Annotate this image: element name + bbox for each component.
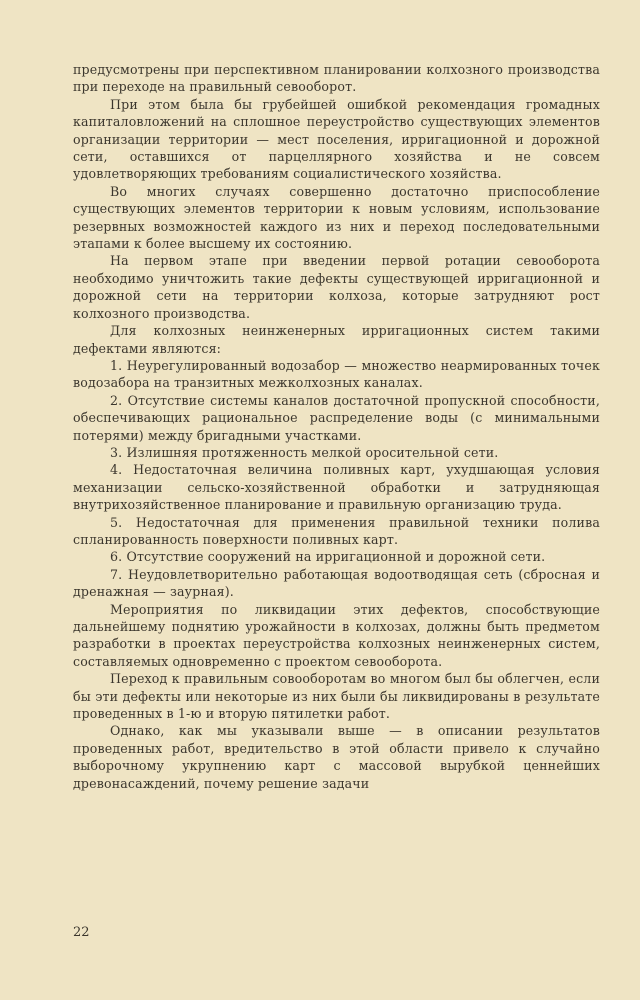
list-item-5: 5. Недостаточная для применения правильной техники полива спланированность поверхности поливных карт.	[73, 514, 600, 547]
paragraph-7: Переход к правильным совооборотам во многом был бы облегчен, если бы эти дефекты или некоторые из них были бы ликвидированы в результате проведенных в 1-ю и вторую пятилетки работ.	[73, 671, 600, 722]
page-number: 22	[73, 925, 90, 940]
paragraph-8: Однако, как мы указывали выше — в описании результатов проведенных работ, вредительство в этой области привело к случайно выборочному укрупнению карт с массовой вырубкой ценнейших древонасаждений, почему решение задачи	[73, 723, 600, 791]
paragraph-1: предусмотрены при перспективном планировании колхозного производства при переходе на правильный севооборот.	[73, 62, 600, 95]
paragraph-2: При этом была бы грубейшей ошибкой рекомендация громадных капиталовложений на сплошное переустройство существующих элементов организации территории — мест поселения, ирригационной и дорожной сети, оставшихся от парцеллярного хозяйства и не совсем удовлетворяющих требованиям социалистического хозяйства.	[73, 96, 600, 182]
list-item-6: 6. Отсутствие сооружений на ирригационной и дорожной сети.	[110, 549, 546, 565]
paragraph-3: Во многих случаях совершенно достаточно приспособление существующих элементов территории к новым условиям, использование резервных возможностей каждого из них и переход последовательными этапами к более высшему их состоянию.	[73, 183, 600, 252]
list-item-2: 2. Отсутствие системы каналов достаточной пропускной способности, обеспечивающих рациональное распределение воды (с минимальными потерями) между бригадными участками.	[73, 392, 600, 443]
paragraph-4: На первом этапе при введении первой ротации севооборота необходимо уничтожить такие дефекты существующей ирригационной и дорожной сети на территории колхоза, которые затрудняют рост колхозного производства.	[73, 253, 600, 321]
paragraph-6: Мероприятия по ликвидации этих дефектов, способствующие дальнейшему поднятию урожайности в колхозах, должны быть предметом разработки в проектах переустройства колхозных неинженерных систем, составляемых одновременно с проектом севооборота.	[73, 601, 600, 669]
paragraph-5: Для колхозных неинженерных ирригационных систем такими дефектами являются:	[73, 323, 600, 356]
list-item-1: 1. Неурегулированный водозабор — множество неармированных точек водозабора на транзитных межколхозных каналах.	[73, 357, 600, 391]
list-item-4: 4. Недостаточная величина поливных карт, ухудшающая условия механизации сельско-хозяйственной обработки и затрудняющая внутрихозяйственное планирование и правильную организацию труда.	[73, 462, 600, 513]
list-item-3: 3. Излишняя протяженность мелкой оросительной сети.	[110, 444, 499, 460]
list-item-7: 7. Неудовлетворительно работающая водоотводящая сеть (сбросная и дренажная — заурная).	[73, 566, 600, 600]
